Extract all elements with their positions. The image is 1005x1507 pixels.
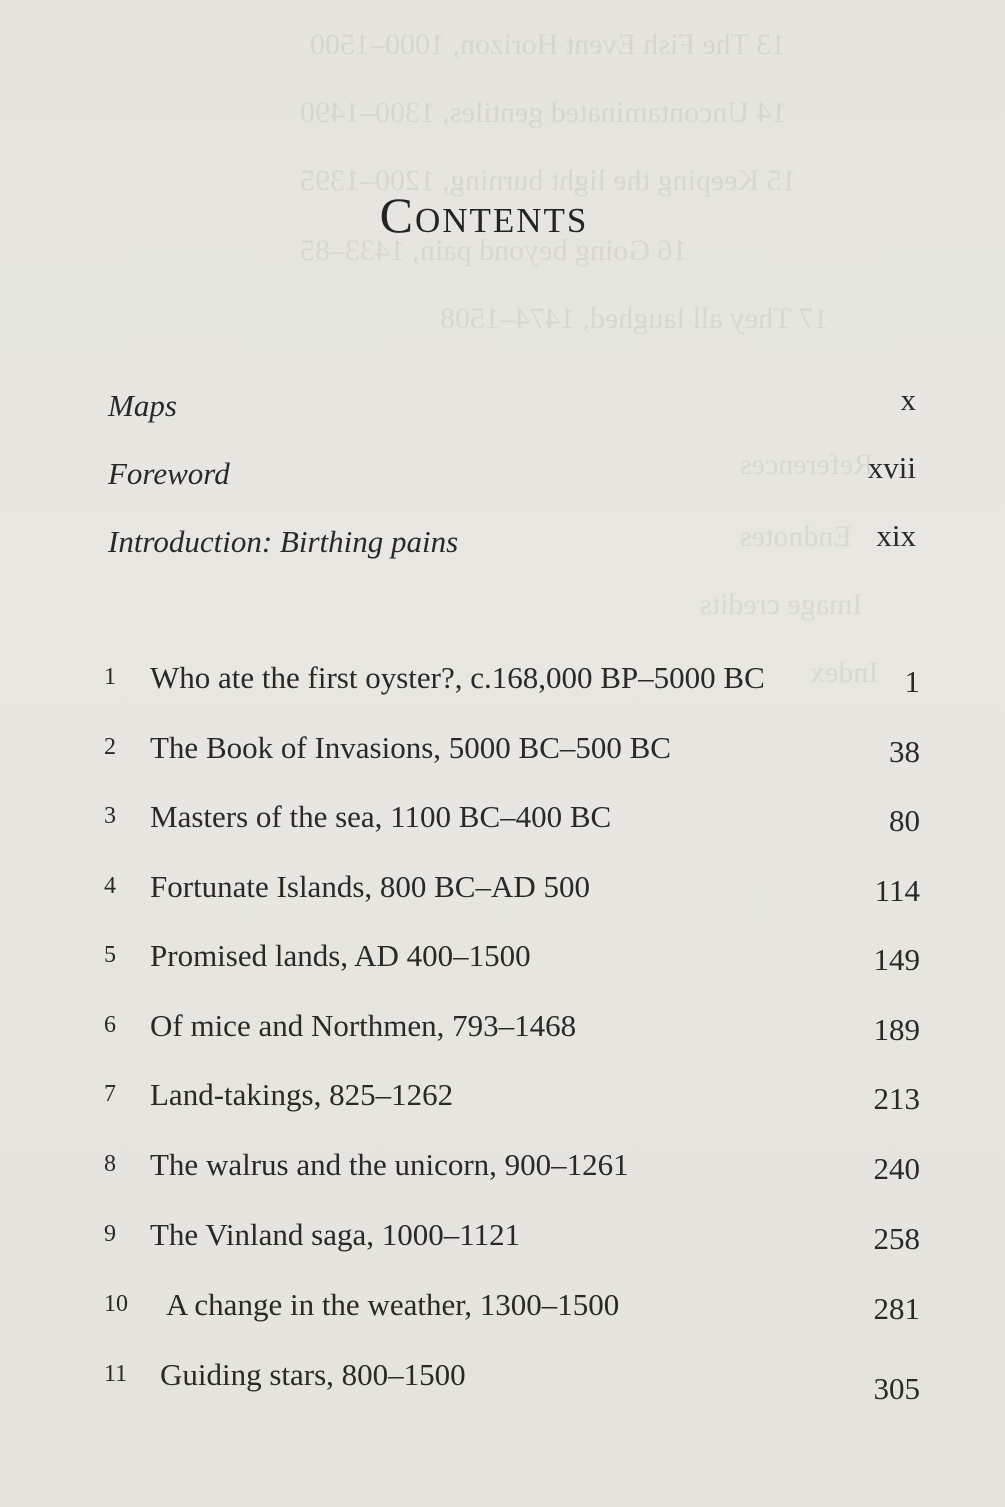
- toc-page-number: 258: [873, 1221, 920, 1256]
- toc-page-number: 213: [873, 1081, 920, 1116]
- show-through-line: Index: [810, 656, 879, 689]
- toc-page-number: 149: [873, 942, 920, 977]
- chapter-number: 5: [104, 942, 116, 968]
- chapter-number: 8: [104, 1151, 116, 1177]
- toc-entry-title: Foreword: [108, 456, 230, 491]
- toc-page-number: xvii: [867, 450, 916, 485]
- chapter-title: Who ate the first oyster?, c.168,000 BP–5000 BC: [150, 660, 765, 695]
- chapter-title: Guiding stars, 800–1500: [160, 1357, 466, 1392]
- chapter-title: The Book of Invasions, 5000 BC–500 BC: [150, 730, 671, 765]
- toc-page-number: 281: [873, 1291, 920, 1326]
- toc-entry-maps[interactable]: [108, 382, 916, 424]
- toc-page-number: xix: [876, 518, 916, 553]
- chapter-title: The walrus and the unicorn, 900–1261: [150, 1147, 629, 1182]
- toc-entry-foreword[interactable]: [108, 450, 916, 492]
- toc-page-number: 1: [904, 664, 920, 699]
- toc-page-number: 38: [889, 734, 920, 769]
- page-title: Contents: [379, 187, 589, 243]
- chapter-number: 1: [104, 664, 116, 690]
- show-through-line: References: [740, 448, 874, 481]
- chapter-title: Promised lands, AD 400–1500: [150, 938, 531, 973]
- chapter-title: A change in the weather, 1300–1500: [166, 1287, 620, 1322]
- chapter-number: 10: [104, 1291, 128, 1317]
- toc-page-number: 240: [873, 1151, 920, 1186]
- chapter-number: 2: [104, 734, 116, 760]
- chapter-title: Land-takings, 825–1262: [150, 1077, 454, 1112]
- toc-page-number: 80: [889, 803, 920, 838]
- show-through-line: 17 They all laughed, 1474–1508: [440, 302, 829, 335]
- show-through-line: 15 Keeping the light burning, 1200–1395: [300, 164, 797, 197]
- chapter-number: 4: [104, 873, 116, 899]
- toc-entry-title: Introduction: Birthing pains: [108, 524, 459, 559]
- show-through-line: Endnotes: [740, 520, 852, 553]
- chapter-number: 6: [104, 1012, 116, 1038]
- show-through-line: 16 Going beyond pain, 1433–85: [300, 234, 688, 267]
- show-through-line: 13 The Fish Event Horizon, 1000–1500: [310, 28, 787, 61]
- chapter-title: Of mice and Northmen, 793–1468: [150, 1008, 577, 1043]
- show-through-line: 14 Uncontaminated gentiles, 1300–1490: [300, 96, 787, 129]
- toc-entry-introduction[interactable]: [108, 518, 916, 560]
- toc-page-number: x: [900, 382, 916, 417]
- chapter-number: 9: [104, 1221, 116, 1247]
- chapter-title: The Vinland saga, 1000–1121: [150, 1217, 521, 1252]
- toc-entry-title: Maps: [108, 388, 177, 423]
- chapter-number: 3: [104, 803, 116, 829]
- toc-page-number: 114: [874, 873, 920, 908]
- chapter-number: 7: [104, 1081, 116, 1107]
- chapter-title: Masters of the sea, 1100 BC–400 BC: [150, 799, 612, 834]
- toc-page-number: 189: [873, 1012, 920, 1047]
- toc-page-number: 305: [873, 1371, 920, 1406]
- chapter-title: Fortunate Islands, 800 BC–AD 500: [150, 869, 591, 904]
- chapter-number: 11: [104, 1361, 128, 1387]
- show-through-line: Image credits: [700, 588, 863, 621]
